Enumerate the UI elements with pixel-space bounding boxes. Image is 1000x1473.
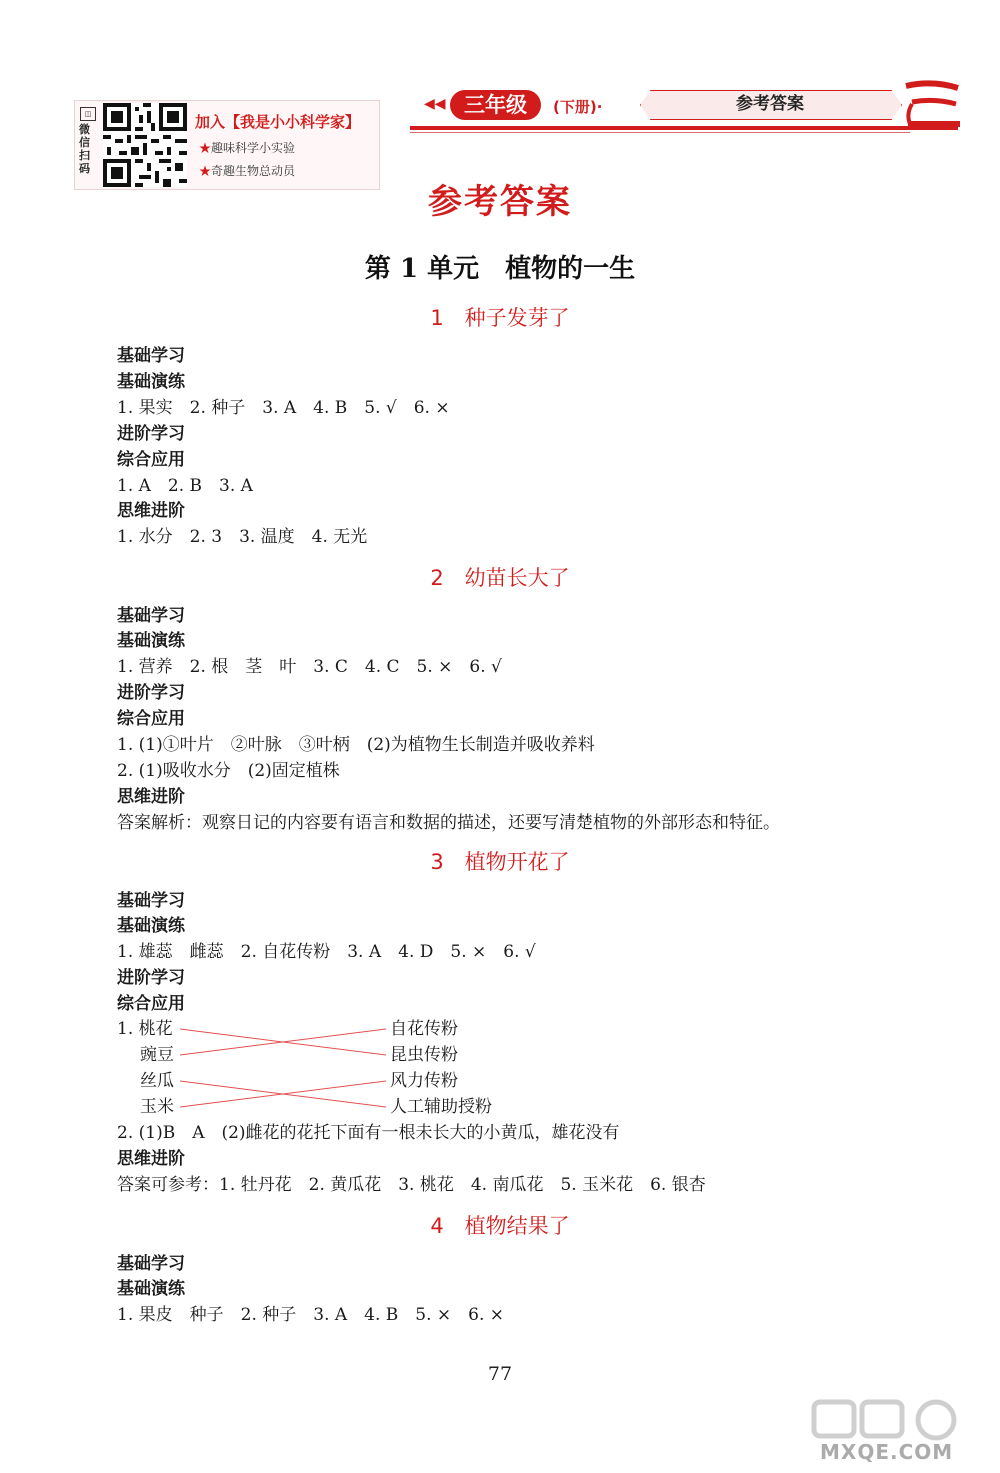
answer-line: 1. 雄蕊 雌蕊 2. 自花传粉 3. A 4. D 5. × 6. √ [117,942,536,962]
match-right-4: 人工辅助授粉 [390,1097,492,1117]
answer-line: 2. (1)B A (2)雌花的花托下面有一根未长大的小黄瓜，雄花没有 [117,1123,620,1143]
section-subheading: 基础演练 [117,1279,185,1299]
grade-volume: (下册)· [553,98,603,116]
lesson-title-4: 4 植物结果了 [430,1214,570,1238]
match-right-3: 风力传粉 [390,1071,458,1091]
section-heading: 基础学习 [117,1254,185,1274]
grade-badge: 三年级 [450,90,541,120]
star-icon: ★ [199,141,212,155]
page-number: 77 [487,1363,513,1385]
answer-line: 1. (1)①叶片 ②叶脉 ③叶柄 (2)为植物生长制造并吸收养料 [117,735,595,755]
answer-line: 答案可参考：1. 牡丹花 2. 黄瓜花 3. 桃花 4. 南瓜花 5. 玉米花 6. 银杏 [117,1175,706,1195]
lesson-title-3: 3 植物开花了 [430,850,570,874]
promo-join-text: 加入【我是小小科学家】 [195,113,361,131]
section-heading: 基础学习 [117,606,185,626]
header-banner-text: 参考答案 [736,94,804,114]
unit-title: 第 1 单元 植物的一生 [364,254,636,284]
section-subheading: 基础演练 [117,916,185,936]
lesson-title-1: 1 种子发芽了 [430,306,570,330]
answer-line: 1. A 2. B 3. A [117,476,253,496]
answer-line: 1. 营养 2. 根 茎 叶 3. C 4. C 5. × 6. √ [117,657,502,677]
match-left-1: 1. 桃花 [117,1019,173,1039]
match-left-4: 玉米 [140,1097,174,1117]
answer-line: 2. (1)吸收水分 (2)固定植株 [117,761,340,781]
section-heading: 基础学习 [117,891,185,911]
section-subheading: 思维进阶 [117,1149,185,1169]
double-arrow-left-icon: ◀◀ [424,96,446,112]
book-stack-logo-icon [902,80,962,130]
match-lines [170,1010,400,1120]
lesson-title-2: 2 幼苗长大了 [430,566,570,590]
section-subheading: 思维进阶 [117,501,185,521]
section-subheading: 基础演练 [117,631,185,651]
wechat-logo-icon: ◫ [80,107,96,121]
section-subheading: 基础演练 [117,372,185,392]
section-heading: 基础学习 [117,346,185,366]
section-heading: 进阶学习 [117,968,185,988]
header-rule [410,126,958,130]
match-left-3: 丝瓜 [140,1071,174,1091]
answer-line: 1. 果皮 种子 2. 种子 3. A 4. B 5. × 6. × [117,1305,504,1325]
section-subheading: 综合应用 [117,709,185,729]
promo-item-2: ★奇趣生物总动员 [199,164,296,178]
match-right-2: 昆虫传粉 [390,1045,458,1065]
section-subheading: 思维进阶 [117,787,185,807]
section-subheading: 综合应用 [117,994,185,1014]
answer-line: 1. 水分 2. 3 3. 温度 4. 无光 [117,527,368,547]
wechat-scan-label: ◫ 微信扫码 [79,107,97,175]
header-rule-thin [410,132,910,133]
star-icon: ★ [199,164,212,178]
match-left-2: 豌豆 [140,1045,174,1065]
promo-item-1: ★趣味科学小实验 [199,141,296,155]
watermark-text: MXQE.COM [820,1440,954,1464]
answer-line: 答案解析：观察日记的内容要有语言和数据的描述，还要写清楚植物的外部形态和特征。 [117,813,780,833]
match-right-1: 自花传粉 [390,1019,458,1039]
section-subheading: 综合应用 [117,450,185,470]
section-heading: 进阶学习 [117,424,185,444]
page-title: 参考答案 [428,182,572,222]
answer-line: 1. 果实 2. 种子 3. A 4. B 5. √ 6. × [117,398,450,418]
section-heading: 进阶学习 [117,683,185,703]
